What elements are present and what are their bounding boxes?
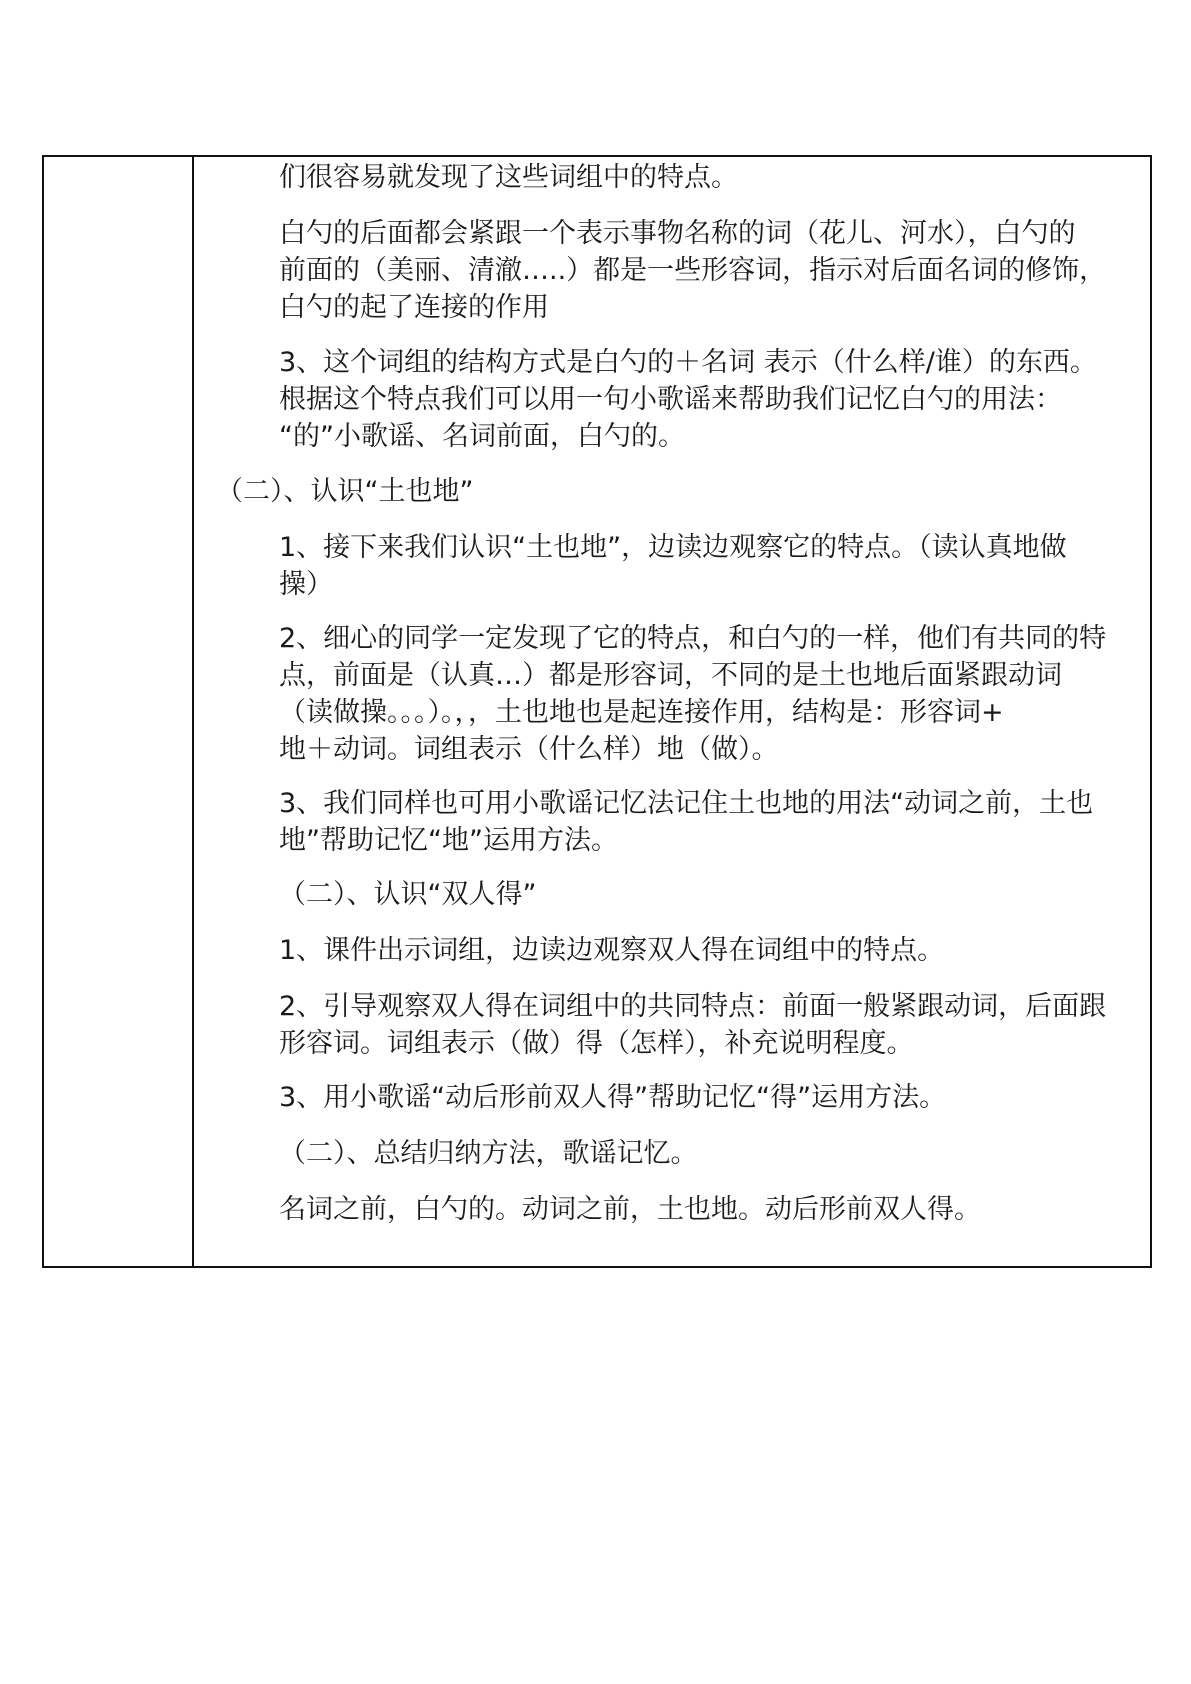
text-line: （读做操。。。）。，，土也地也是起连接作用，结构是：形容词+	[279, 697, 1004, 728]
text-line: 根据这个特点我们可以用一句小歌谣来帮助我们记忆白勺的用法：	[279, 384, 1062, 415]
text-line: 3、这个词组的结构方式是白勺的＋名词 表示（什么样/谁）的东西。	[279, 347, 1097, 378]
paragraph-de2-step2	[279, 988, 1159, 1062]
text-line: （二）、总结归纳方法，歌谣记忆。	[279, 1138, 698, 1169]
paragraph-summary-rhyme	[279, 1191, 1159, 1228]
section-heading-di	[216, 473, 1096, 510]
paragraph-de2-step1	[279, 932, 1159, 969]
text-line: 白勺的起了连接的作用	[279, 292, 549, 323]
text-line: 形容词。词组表示（做）得（怎样），补充说明程度。	[279, 1028, 914, 1059]
paragraph-de-structure	[279, 344, 1159, 455]
paragraph-di-step1	[279, 529, 1159, 603]
text-line: 3、我们同样也可用小歌谣记忆法记住土也地的用法“动词之前，土也	[279, 788, 1094, 819]
paragraph-di-step3	[279, 785, 1159, 859]
table-left-cell	[44, 157, 194, 1266]
text-line: 2、细心的同学一定发现了它的特点，和白勺的一样，他们有共同的特	[279, 623, 1107, 654]
text-line: 地＋动词。词组表示（什么样）地（做）。	[279, 734, 779, 765]
text-line: （二）、认识“双人得”	[279, 879, 537, 910]
text-line: 地”帮助记忆“地”运用方法。	[279, 825, 618, 856]
text-line: 1、接下来我们认识“土也地”，边读边观察它的特点。（读认真地做	[279, 532, 1067, 563]
section-heading-summary	[279, 1135, 1159, 1172]
text-line: （二）、认识“土也地”	[216, 476, 474, 507]
text-line: 3、用小歌谣“动后形前双人得”帮助记忆“得”运用方法。	[279, 1082, 947, 1113]
paragraph-features-found	[279, 159, 1159, 196]
paragraph-de-explanation	[279, 215, 1159, 326]
paragraph-di-step2	[279, 620, 1159, 768]
section-heading-de2	[279, 876, 1159, 913]
text-line: 1、课件出示词组，边读边观察双人得在词组中的特点。	[279, 935, 945, 966]
table-right-cell	[194, 157, 1150, 1266]
text-line: 操）	[279, 569, 333, 600]
text-line: 名词之前，白勺的。动词之前，土也地。动后形前双人得。	[279, 1194, 981, 1225]
text-line: 前面的（美丽、清澈…..）都是一些形容词，指示对后面名词的修饰，	[279, 255, 1107, 286]
text-line: 点，前面是（认真…）都是形容词，不同的是土也地后面紧跟动词	[279, 660, 1062, 691]
text-line: 白勺的后面都会紧跟一个表示事物名称的词（花儿、河水），白勺的	[279, 218, 1076, 249]
lesson-table	[42, 155, 1152, 1268]
paragraph-de2-step3	[279, 1079, 1159, 1116]
text-line: 们很容易就发现了这些词组中的特点。	[279, 162, 738, 193]
text-line: 2、引导观察双人得在词组中的共同特点：前面一般紧跟动词，后面跟	[279, 991, 1107, 1022]
text-line: “的”小歌谣、名词前面，白勺的。	[279, 421, 685, 452]
